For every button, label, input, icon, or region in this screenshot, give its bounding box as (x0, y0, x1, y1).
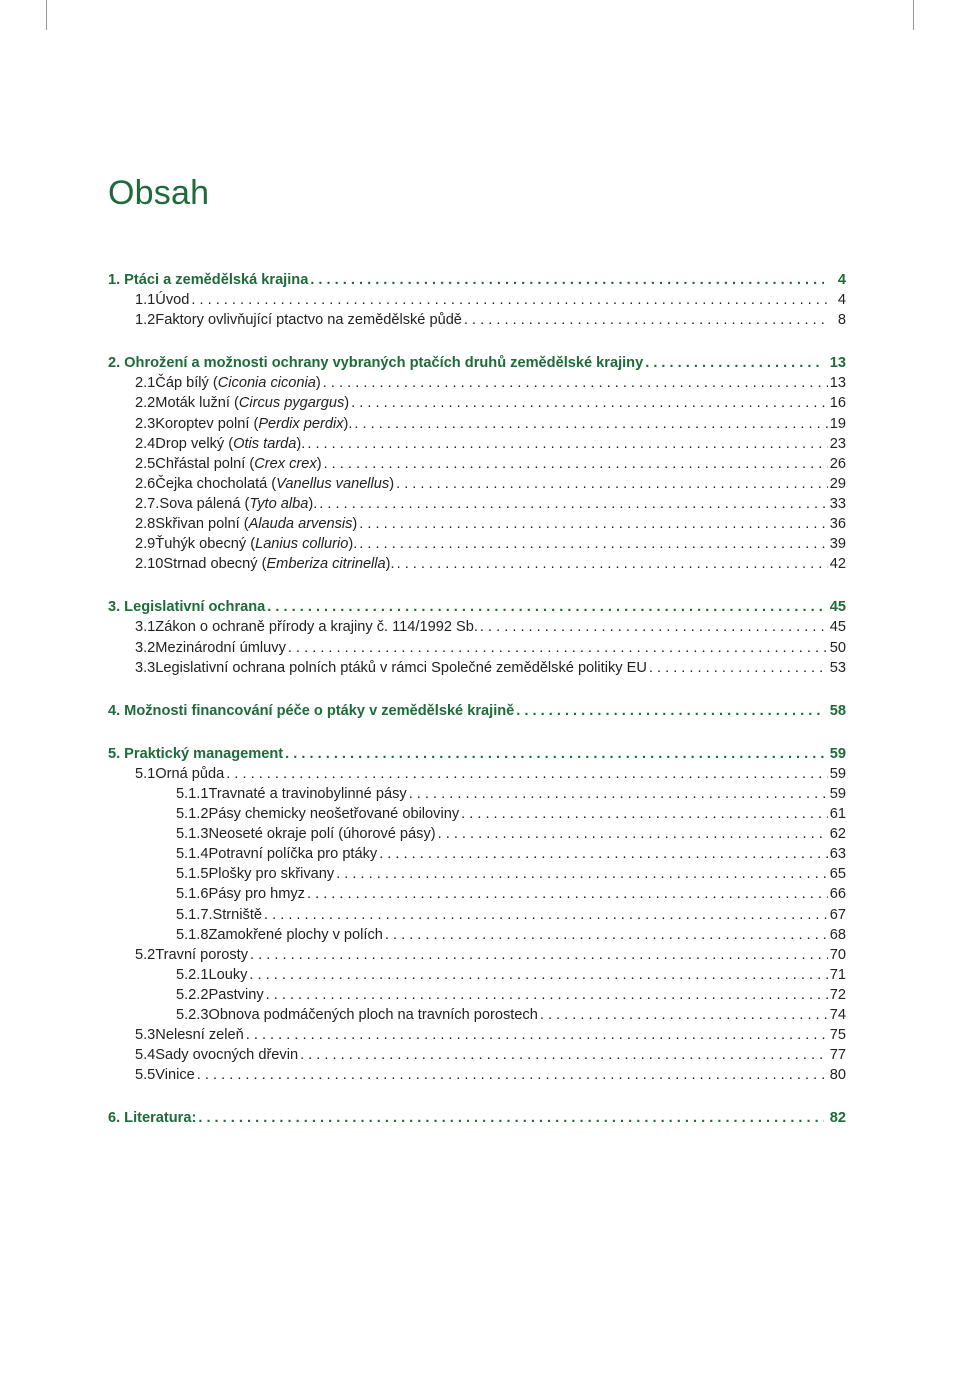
toc-number: 5.2.3 (176, 1007, 209, 1023)
toc-title (124, 701, 514, 721)
toc-number: 1.1 (135, 292, 156, 309)
toc-title-text: Zamokřené plochy v polích (208, 926, 383, 943)
toc-entry[interactable] (108, 617, 846, 637)
toc-title-text: Travnaté a travinobylinné pásy (208, 785, 407, 802)
toc-title (155, 434, 305, 454)
toc-title (208, 864, 334, 884)
toc-number: 2. (108, 355, 121, 372)
toc-number: 2.2 (135, 395, 156, 412)
toc-page-number: 39 (829, 536, 846, 553)
toc-title (163, 554, 394, 574)
toc-title-text: Úvod (155, 292, 190, 309)
toc-title-text: Literatura: (124, 1110, 197, 1127)
toc-title (155, 1065, 194, 1085)
toc-title-text: Skřivan polní ( (155, 516, 249, 533)
toc-page-number: 59 (829, 745, 846, 762)
toc-page-number: 59 (829, 765, 846, 782)
toc-entry[interactable] (108, 1045, 846, 1065)
toc-number: 5.1.1 (176, 785, 209, 802)
toc-number: 3.3 (135, 659, 156, 676)
toc-entry[interactable] (108, 804, 846, 824)
toc-title (124, 1108, 196, 1128)
toc-page-number: 45 (829, 599, 846, 616)
toc-leader-dots (351, 393, 828, 413)
toc-number: 1. (108, 272, 121, 288)
toc-number: 5.1.7. (176, 906, 213, 923)
toc-leader-dots (246, 1025, 828, 1045)
toc-latin-name: Otis tarda (233, 435, 297, 452)
toc-page-number: 13 (829, 375, 846, 392)
toc-title (155, 310, 462, 330)
toc-entry[interactable] (108, 658, 846, 678)
toc-leader-dots (516, 701, 824, 721)
toc-number: 2.1 (135, 375, 156, 392)
toc-title-text: Legislativní ochrana polních ptáků v rámci Společné zemědělské politiky EU (155, 659, 647, 676)
toc-entry[interactable] (108, 494, 846, 514)
toc-title-text: Pásy chemicky neošetřované obiloviny (208, 806, 460, 823)
toc-entry[interactable] (108, 373, 846, 393)
toc-title (124, 270, 308, 290)
toc-entry[interactable] (108, 290, 846, 310)
toc-entry[interactable] (108, 824, 846, 844)
toc-number: 5.1.2 (176, 806, 209, 823)
toc-entry[interactable] (108, 844, 846, 864)
toc-page-number: 77 (829, 1047, 846, 1064)
toc-entry[interactable] (108, 454, 846, 474)
toc-leader-dots (300, 1045, 828, 1065)
toc-title-text: Drop velký ( (155, 435, 234, 452)
toc-leader-dots (464, 310, 830, 330)
toc-title-text: Strnad obecný ( (163, 556, 267, 573)
toc-number: 2.6 (135, 475, 156, 492)
toc-page-number: 67 (829, 906, 846, 923)
toc-leader-dots (310, 270, 824, 290)
toc-title-text: Legislativní ochrana (124, 599, 266, 616)
toc-entry[interactable] (108, 925, 846, 945)
toc-page-number: 62 (829, 826, 846, 843)
toc-entry[interactable] (108, 534, 846, 554)
toc-leader-dots (319, 494, 827, 514)
toc-entry[interactable] (108, 474, 846, 494)
toc-number: 5.3 (135, 1027, 156, 1044)
toc-number: 2.7. (135, 495, 160, 512)
toc-leader-dots (288, 638, 828, 658)
toc-number: 2.3 (135, 415, 156, 432)
toc-title-text: Louky (208, 966, 248, 983)
toc-number: 5.2 (135, 946, 156, 963)
toc-title-suffix: ). (343, 415, 353, 432)
toc-page-number: 80 (829, 1067, 846, 1084)
toc-page-number: 16 (829, 395, 846, 412)
toc-leader-dots (197, 1065, 828, 1085)
toc-title-text: Mezinárodní úmluvy (155, 639, 286, 656)
toc-title-text: Pásy pro hmyz (208, 886, 305, 903)
toc-leader-dots (409, 784, 828, 804)
toc-leader-dots (438, 824, 828, 844)
toc-number: 1.2 (135, 312, 156, 329)
toc-leader-dots (323, 373, 828, 393)
toc-page-number: 82 (829, 1110, 846, 1127)
toc-title (155, 474, 394, 494)
toc-title (155, 290, 189, 310)
toc-title-text: Strniště (212, 906, 262, 923)
toc-number: 2.5 (135, 455, 156, 472)
toc-title (208, 884, 305, 904)
toc-page-number: 66 (829, 886, 846, 903)
toc-number: 3.2 (135, 639, 156, 656)
toc-entry[interactable] (108, 784, 846, 804)
toc-latin-name: Lanius collurio (255, 536, 349, 553)
toc-entry[interactable] (108, 864, 846, 884)
toc-number: 5.5 (135, 1067, 156, 1084)
toc-entry[interactable] (108, 1025, 846, 1045)
toc-title-suffix: ). (348, 536, 358, 553)
toc-title-text: Ptáci a zemědělská krajina (124, 272, 309, 288)
toc-title (155, 393, 349, 413)
toc-title (124, 744, 283, 764)
toc-page-number: 23 (829, 435, 846, 452)
toc-title-text: Vinice (155, 1067, 195, 1084)
toc-page-number: 36 (829, 516, 846, 533)
toc-leader-dots (249, 965, 827, 985)
toc-entry[interactable] (108, 1005, 846, 1025)
toc-title (208, 784, 406, 804)
toc-page-number: 72 (829, 986, 846, 1003)
toc-title (208, 804, 459, 824)
toc-leader-dots (354, 414, 827, 434)
toc-title (155, 414, 352, 434)
toc-title-text: Možnosti financování péče o ptáky v zemědělské krajině (124, 702, 515, 719)
toc-number: 5. (108, 745, 121, 762)
crop-mark-left (46, 0, 47, 30)
toc-title-text: Sady ovocných dřevin (155, 1047, 299, 1064)
toc-latin-name: Circus pygargus (238, 395, 345, 412)
toc-title-text: Obnova podmáčených ploch na travních porostech (208, 1007, 538, 1023)
toc-title-text: Potravní políčka pro ptáky (208, 846, 378, 863)
toc-page-number: 58 (829, 702, 846, 719)
toc-leader-dots (324, 454, 828, 474)
toc-number: 5.2.2 (176, 986, 209, 1003)
toc-title (208, 824, 435, 844)
toc-page-number: 33 (829, 495, 846, 512)
toc-page-number: 53 (829, 659, 846, 676)
toc-latin-name: Emberiza citrinella (266, 556, 386, 573)
toc-page-number: 19 (829, 415, 846, 432)
toc-title (155, 617, 478, 637)
toc-chapter[interactable] (108, 744, 846, 764)
toc-entry[interactable] (108, 1065, 846, 1085)
toc-title (159, 494, 317, 514)
toc-number: 5.1.5 (176, 866, 209, 883)
toc-title-suffix: ) (352, 516, 358, 533)
toc-title-suffix: ) (316, 455, 322, 472)
toc-title-suffix: ) (344, 395, 350, 412)
toc-number: 3.1 (135, 619, 156, 636)
toc-number: 5.4 (135, 1047, 156, 1064)
toc-leader-dots (266, 985, 828, 1005)
toc-leader-dots (540, 1005, 828, 1025)
toc-leader-dots (645, 353, 824, 373)
toc-leader-dots (250, 945, 828, 965)
toc-title-text: Ohrožení a možnosti ochrany vybraných ptačích druhů zemědělské krajiny (124, 355, 644, 372)
toc-title (155, 514, 357, 534)
toc-title (155, 638, 286, 658)
toc-title (124, 353, 643, 373)
toc-title-text: Plošky pro skřivany (208, 866, 335, 883)
toc-entry[interactable] (108, 905, 846, 925)
toc-title (155, 1025, 243, 1045)
toc-title-text: Orná půda (155, 765, 225, 782)
toc-entry[interactable] (108, 638, 846, 658)
toc-title (208, 965, 247, 985)
toc-latin-name: Vanellus vanellus (276, 475, 390, 492)
toc-leader-dots (226, 764, 828, 784)
toc-entry[interactable] (108, 554, 846, 574)
toc-leader-dots (396, 474, 828, 494)
toc-leader-dots (385, 925, 828, 945)
toc-title (124, 597, 265, 617)
toc-title-text: Chřástal polní ( (155, 455, 255, 472)
toc-leader-dots (198, 1108, 824, 1128)
toc-number: 5.1.8 (176, 926, 209, 943)
toc-title-text: Neoseté okraje polí (úhorové pásy) (208, 826, 436, 843)
toc-leader-dots (480, 617, 828, 637)
toc-chapter[interactable] (108, 270, 846, 290)
toc-chapter[interactable] (108, 701, 846, 721)
toc-page-number: 70 (829, 946, 846, 963)
toc-title (208, 844, 377, 864)
toc-entry[interactable] (108, 945, 846, 965)
toc-title-suffix: ). (296, 435, 306, 452)
toc-page-number: 4 (837, 292, 846, 309)
toc-title (208, 985, 263, 1005)
toc-title-text: Faktory ovlivňující ptactvo na zemědělské půdě (155, 312, 462, 329)
toc-entry[interactable] (108, 514, 846, 534)
toc-title-suffix: ) (315, 375, 321, 392)
toc-leader-dots (649, 658, 828, 678)
toc-leader-dots (359, 534, 827, 554)
toc-title (155, 945, 248, 965)
toc-title (155, 764, 224, 784)
toc-entry[interactable] (108, 393, 846, 413)
toc-chapter[interactable] (108, 597, 846, 617)
toc-leader-dots (359, 514, 827, 534)
toc-page-number: 74 (829, 1007, 846, 1023)
toc-title (208, 925, 382, 945)
table-of-contents (108, 270, 846, 1128)
toc-leader-dots (461, 804, 828, 824)
toc-entry[interactable] (108, 310, 846, 330)
toc-page-number: 75 (829, 1027, 846, 1044)
toc-page-number: 26 (829, 455, 846, 472)
toc-title-text: Pastviny (208, 986, 264, 1003)
toc-title-text: Travní porosty (155, 946, 249, 963)
toc-number: 5.1.6 (176, 886, 209, 903)
toc-latin-name: Tyto alba (249, 495, 309, 512)
toc-leader-dots (307, 884, 828, 904)
toc-title (155, 658, 647, 678)
toc-number: 2.9 (135, 536, 156, 553)
toc-latin-name: Crex crex (254, 455, 317, 472)
toc-latin-name: Ciconia ciconia (217, 375, 316, 392)
toc-title-text: Čejka chocholatá ( (155, 475, 277, 492)
toc-page-number: 50 (829, 639, 846, 656)
toc-number: 5.1.3 (176, 826, 209, 843)
toc-leader-dots (336, 864, 828, 884)
toc-number: 6. (108, 1110, 121, 1127)
toc-chapter[interactable] (108, 1108, 846, 1128)
toc-page-number: 61 (829, 806, 846, 823)
toc-entry[interactable] (108, 764, 846, 784)
toc-page-number: 65 (829, 866, 846, 883)
toc-title-text: Praktický management (124, 745, 284, 762)
toc-title-text: Zákon o ochraně přírody a krajiny č. 114/1992 Sb. (155, 619, 478, 636)
toc-latin-name: Alauda arvensis (248, 516, 353, 533)
toc-title-suffix: ). (308, 495, 318, 512)
toc-page-number: 63 (829, 846, 846, 863)
toc-entry[interactable] (108, 985, 846, 1005)
toc-title-text: Moták lužní ( (155, 395, 239, 412)
toc-latin-name: Perdix perdix (258, 415, 344, 432)
toc-title-text: Koroptev polní ( (155, 415, 259, 432)
toc-leader-dots (191, 290, 830, 310)
toc-title-suffix: ). (385, 556, 395, 573)
toc-number: 2.8 (135, 516, 156, 533)
toc-page-number: 45 (829, 619, 846, 636)
toc-chapter[interactable] (108, 353, 846, 373)
toc-number: 2.4 (135, 435, 156, 452)
toc-number: 5.1.4 (176, 846, 209, 863)
toc-title-text: Ťuhýk obecný ( (155, 536, 256, 553)
toc-page-number: 71 (829, 966, 846, 983)
toc-number: 3. (108, 599, 121, 616)
toc-title-suffix: ) (389, 475, 395, 492)
toc-title (155, 1045, 298, 1065)
toc-number: 5.2.1 (176, 966, 209, 983)
toc-entry[interactable] (108, 434, 846, 454)
toc-title-text: Nelesní zeleň (155, 1027, 244, 1044)
toc-title-text: Čáp bílý ( (155, 375, 218, 392)
toc-leader-dots (264, 905, 828, 925)
toc-leader-dots (285, 744, 824, 764)
toc-page-number: 29 (829, 475, 846, 492)
crop-mark-right (913, 0, 914, 30)
toc-number: 5.1 (135, 765, 156, 782)
page-title: Obsah (108, 174, 210, 212)
toc-number: 4. (108, 702, 121, 719)
toc-page-number: 59 (829, 785, 846, 802)
toc-leader-dots (267, 597, 824, 617)
toc-entry[interactable] (108, 884, 846, 904)
toc-title (213, 905, 262, 925)
toc-entry[interactable] (108, 965, 846, 985)
toc-title-text: Sova pálená ( (159, 495, 250, 512)
toc-page-number: 4 (837, 272, 846, 288)
toc-entry[interactable] (108, 414, 846, 434)
toc-page-number: 68 (829, 926, 846, 943)
toc-title (155, 454, 321, 474)
toc-title (155, 534, 357, 554)
toc-page-number: 8 (837, 312, 846, 329)
toc-number: 2.10 (135, 556, 164, 573)
toc-page-number: 13 (829, 355, 846, 372)
toc-leader-dots (397, 554, 828, 574)
toc-title (208, 1005, 537, 1025)
toc-leader-dots (307, 434, 827, 454)
toc-title (155, 373, 320, 393)
toc-page-number: 42 (829, 556, 846, 573)
toc-leader-dots (379, 844, 828, 864)
